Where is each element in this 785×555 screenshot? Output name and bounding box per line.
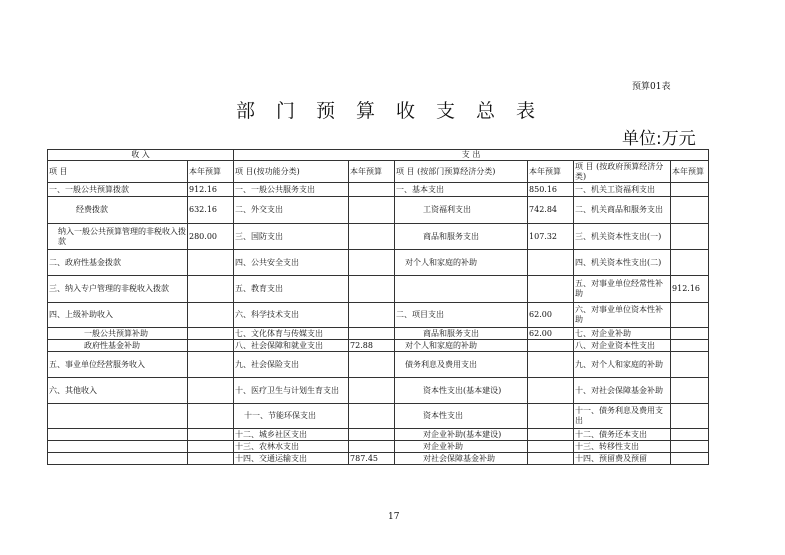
table-cell: 一、基本支出 xyxy=(395,183,528,197)
table-cell xyxy=(671,328,709,340)
table-cell: 十一、节能环保支出 xyxy=(234,404,349,429)
table-cell xyxy=(349,352,395,378)
table-cell: 六、对事业单位资本性补助 xyxy=(574,303,671,328)
col-gov-econ-item: 项 目 (按政府预算经济分类) xyxy=(574,161,671,183)
table-cell xyxy=(671,224,709,250)
table-cell xyxy=(188,303,234,328)
table-row xyxy=(48,250,709,276)
table-row xyxy=(48,378,709,404)
table-cell xyxy=(188,429,234,441)
table-cell xyxy=(671,378,709,404)
table-cell: 787.45 xyxy=(349,453,395,465)
table-cell: 对个人和家庭的补助 xyxy=(395,250,528,276)
table-cell: 十四、预留费及预留 xyxy=(574,453,671,465)
table-cell: 七、对企业补助 xyxy=(574,328,671,340)
form-number: 预算01表 xyxy=(632,82,671,92)
table-cell xyxy=(671,352,709,378)
table-cell: 资本性支出 xyxy=(395,404,528,429)
table-cell xyxy=(188,328,234,340)
table-row xyxy=(48,224,709,250)
table-row xyxy=(48,183,709,197)
table-cell: 四、公共安全支出 xyxy=(234,250,349,276)
table-cell xyxy=(48,441,188,453)
column-header-row xyxy=(48,161,709,183)
table-cell: 二、项目支出 xyxy=(395,303,528,328)
budget-table xyxy=(47,149,709,465)
table-cell xyxy=(349,429,395,441)
table-cell: 债务利息及费用支出 xyxy=(395,352,528,378)
table-cell xyxy=(349,303,395,328)
table-cell: 九、对个人和家庭的补助 xyxy=(574,352,671,378)
table-row xyxy=(48,276,709,303)
table-cell: 三、国防支出 xyxy=(234,224,349,250)
page-number: 17 xyxy=(388,512,400,522)
table-cell xyxy=(188,340,234,352)
table-cell: 对企业补助(基本建设) xyxy=(395,429,528,441)
table-cell xyxy=(188,441,234,453)
table-cell xyxy=(349,404,395,429)
table-cell xyxy=(349,378,395,404)
table-cell: 四、机关资本性支出(二) xyxy=(574,250,671,276)
table-cell: 六、其他收入 xyxy=(48,378,188,404)
group-header-row xyxy=(48,150,709,161)
table-cell xyxy=(48,429,188,441)
table-cell: 十四、交通运输支出 xyxy=(234,453,349,465)
table-cell xyxy=(188,250,234,276)
table-cell xyxy=(528,276,574,303)
table-cell: 十二、债务还本支出 xyxy=(574,429,671,441)
table-cell xyxy=(528,250,574,276)
table-cell: 280.00 xyxy=(188,224,234,250)
table-row xyxy=(48,404,709,429)
table-cell xyxy=(48,453,188,465)
table-cell xyxy=(528,429,574,441)
table-cell: 十二、城乡社区支出 xyxy=(234,429,349,441)
table-cell: 二、政府性基金拨款 xyxy=(48,250,188,276)
table-cell: 二、外交支出 xyxy=(234,197,349,224)
table-cell: 一、一般公共预算拨款 xyxy=(48,183,188,197)
table-cell: 商品和服务支出 xyxy=(395,328,528,340)
table-cell: 十三、农林水支出 xyxy=(234,441,349,453)
table-cell xyxy=(671,429,709,441)
table-cell: 八、对企业资本性支出 xyxy=(574,340,671,352)
table-cell: 九、社会保险支出 xyxy=(234,352,349,378)
table-cell xyxy=(349,197,395,224)
col-income-budget: 本年预算 xyxy=(188,161,234,183)
table-row xyxy=(48,429,709,441)
table-cell xyxy=(528,340,574,352)
table-cell: 一般公共预算补助 xyxy=(48,328,188,340)
col-function-budget: 本年预算 xyxy=(349,161,395,183)
table-cell: 850.16 xyxy=(528,183,574,197)
table-cell xyxy=(188,453,234,465)
table-cell: 八、社会保障和就业支出 xyxy=(234,340,349,352)
table-cell: 纳入一般公共预算管理的非税收入拨款 xyxy=(48,224,188,250)
table-row xyxy=(48,441,709,453)
table-row xyxy=(48,328,709,340)
table-cell: 三、机关资本性支出(一) xyxy=(574,224,671,250)
table-cell: 对社会保障基金补助 xyxy=(395,453,528,465)
table-cell: 十、医疗卫生与计划生育支出 xyxy=(234,378,349,404)
table-cell: 62.00 xyxy=(528,328,574,340)
table-row xyxy=(48,352,709,378)
table-cell xyxy=(528,441,574,453)
table-cell xyxy=(395,276,528,303)
table-cell: 五、对事业单位经常性补助 xyxy=(574,276,671,303)
table-cell: 一、机关工资福利支出 xyxy=(574,183,671,197)
table-cell xyxy=(188,276,234,303)
table-cell xyxy=(671,197,709,224)
col-income-item: 项 目 xyxy=(48,161,188,183)
col-dept-econ-budget: 本年预算 xyxy=(528,161,574,183)
table-cell xyxy=(671,441,709,453)
table-cell xyxy=(528,352,574,378)
table-cell xyxy=(188,378,234,404)
table-cell: 二、机关商品和服务支出 xyxy=(574,197,671,224)
expense-group-header: 支 出 xyxy=(234,150,709,161)
table-row xyxy=(48,303,709,328)
table-cell: 72.88 xyxy=(349,340,395,352)
table-cell xyxy=(671,250,709,276)
table-cell xyxy=(349,328,395,340)
table-cell xyxy=(349,441,395,453)
table-row xyxy=(48,197,709,224)
table-cell: 632.16 xyxy=(188,197,234,224)
table-cell: 政府性基金补助 xyxy=(48,340,188,352)
table-cell: 742.84 xyxy=(528,197,574,224)
table-cell xyxy=(188,352,234,378)
table-cell xyxy=(349,183,395,197)
table-cell: 一、一般公共服务支出 xyxy=(234,183,349,197)
table-cell xyxy=(528,453,574,465)
table-cell: 对个人和家庭的补助 xyxy=(395,340,528,352)
table-cell xyxy=(671,303,709,328)
table-cell: 912.16 xyxy=(671,276,709,303)
table-cell xyxy=(188,404,234,429)
table-cell xyxy=(349,250,395,276)
table-cell xyxy=(349,276,395,303)
income-group-header: 收 入 xyxy=(48,150,234,161)
table-cell: 十三、转移性支出 xyxy=(574,441,671,453)
col-function-item: 项 目(按功能分类) xyxy=(234,161,349,183)
table-cell: 107.32 xyxy=(528,224,574,250)
table-cell: 五、教育支出 xyxy=(234,276,349,303)
page-title: 部门预算收支总表 xyxy=(236,100,557,122)
table-cell: 工资福利支出 xyxy=(395,197,528,224)
table-cell: 七、文化体育与传媒支出 xyxy=(234,328,349,340)
col-gov-econ-budget: 本年预算 xyxy=(671,161,709,183)
table-cell xyxy=(528,404,574,429)
table-cell xyxy=(671,453,709,465)
col-dept-econ-item: 项 目 (按部门预算经济分类) xyxy=(395,161,528,183)
table-cell: 五、事业单位经营服务收入 xyxy=(48,352,188,378)
unit-label: 单位:万元 xyxy=(622,129,696,149)
table-cell: 六、科学技术支出 xyxy=(234,303,349,328)
table-cell: 对企业补助 xyxy=(395,441,528,453)
table-cell: 三、纳入专户管理的非税收入拨款 xyxy=(48,276,188,303)
table-cell: 资本性支出(基本建设) xyxy=(395,378,528,404)
table-cell: 十、对社会保障基金补助 xyxy=(574,378,671,404)
table-cell: 十一、债务利息及费用支出 xyxy=(574,404,671,429)
table-cell: 912.16 xyxy=(188,183,234,197)
table-row xyxy=(48,453,709,465)
table-cell: 四、上级补助收入 xyxy=(48,303,188,328)
table-cell xyxy=(349,224,395,250)
table-cell xyxy=(671,404,709,429)
table-cell xyxy=(528,378,574,404)
table-cell xyxy=(48,404,188,429)
table-cell xyxy=(671,340,709,352)
table-cell: 商品和服务支出 xyxy=(395,224,528,250)
table-cell: 经费拨款 xyxy=(48,197,188,224)
table-row xyxy=(48,340,709,352)
table-cell xyxy=(671,183,709,197)
table-cell: 62.00 xyxy=(528,303,574,328)
